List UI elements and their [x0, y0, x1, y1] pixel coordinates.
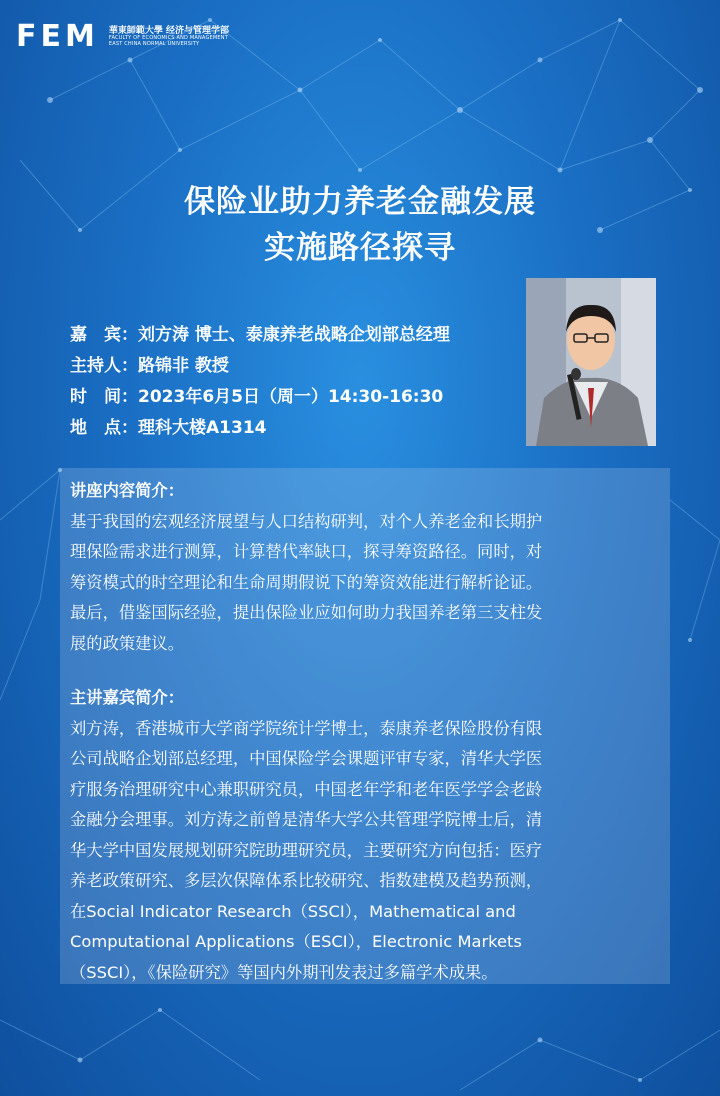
speaker-intro-body: 刘方涛，香港城市大学商学院统计学博士，泰康养老保险股份有限 公司战略企划部总经理，中国保险学会课题评审专家，清华大学医 疗服务治理研究中心兼职研究员，中国老年学和老年医学学会老龄 金融分会理事。刘方涛之前曾是清华大学公共管理学院博士后，清 华大学中国发展规划研究院助理研究员，主要研究方向包括：医疗 养老政策研究、多层次保障体系比较研究、指数建模及趋势预测， 在Social Indicator Research（SSCI），Mathematical and Computational Applications（ESCI），Electronic Markets （SSCI），《保险研究》等国内外期刊发表过多篇学术成果。 — [70, 718, 543, 982]
host-info: 主持人：路锦非 教授 — [70, 356, 229, 376]
fem-logo-mark: FEM — [16, 19, 99, 54]
school-name — [109, 27, 229, 47]
poster-title-line2: 实施路径探寻 — [264, 230, 456, 266]
lecture-intro-body: 基于我国的宏观经济展望与人口结构研判，对个人养老金和长期护 理保险需求进行测算，计算替代率缺口，探寻筹资路径。同时，对 筹资模式的时空理论和生命周期假说下的筹资效能进行解析论证。 最后，借鉴国际经验，提出保险业应如何助力我国养老第三支柱发 展的政策建议。 — [70, 511, 543, 653]
speaker-intro-section — [70, 683, 670, 988]
guest-info: 嘉 宾：刘方涛 博士、泰康养老战略企划部总经理 — [70, 325, 450, 345]
fem-logo — [16, 19, 229, 54]
lecture-intro-section — [70, 476, 670, 659]
school-name-en-2: EAST CHINA NORMAL UNIVERSITY — [108, 40, 200, 47]
event-info — [70, 320, 450, 444]
poster-title-line1: 保险业助力养老金融发展 — [184, 184, 536, 220]
school-name-en-1: FACULTY OF ECONOMICS AND MANAGEMENT — [108, 35, 228, 42]
speaker-photo — [526, 278, 656, 446]
speaker-intro-heading: 主讲嘉宾简介： — [70, 688, 184, 707]
school-name-cn: 華東師範大學 经济与管理学部 — [108, 26, 229, 37]
time-info: 时 间：2023年6月5日（周一）14:30-16:30 — [70, 387, 444, 407]
place-info: 地 点：理科大楼A1314 — [70, 418, 267, 438]
lecture-intro-heading: 讲座内容简介： — [70, 481, 184, 500]
